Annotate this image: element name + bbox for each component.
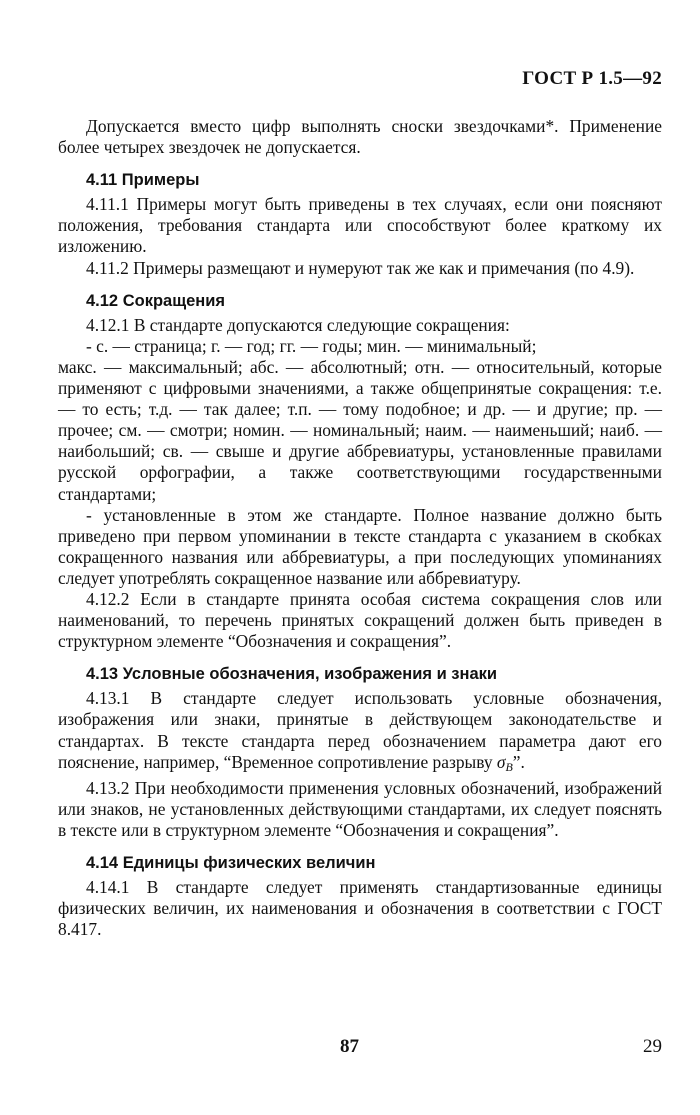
paragraph-4-12-1: 4.12.1 В стандарте допускаются следующие сокращения: [86, 314, 510, 335]
paragraph-4-12-2: 4.12.2 Если в стандарте принята особая система сокращения слов или наименований, то перечень принятых сокращений должен быть приведен в структурном элементе “Обозначения и сокращения”. [58, 588, 662, 652]
section-4-13-heading: 4.13 Условные обозначения, изображения и знаки [86, 665, 498, 684]
standard-code-header: ГОСТ Р 1.5—92 [522, 68, 662, 89]
paragraph-4-11-1: 4.11.1 Примеры могут быть приведены в тех случаях, если они поясняют положения, требования стандарта или способствуют более краткому их изложению. [58, 194, 662, 257]
page-number-center: 87 [340, 1036, 359, 1057]
abbreviation-list-item-1-line: - с. — страница; г. — год; гг. — годы; мин. — минимальный; [86, 335, 537, 356]
page-footer [58, 1036, 662, 1066]
paragraph-4-13-1-text: 4.13.1 В стандарте следует использовать условные обозначения, изображения или знаки, принятые в действующем законодательстве и стандартах. В тексте стандарта перед обозначением параметра дают его пояснение, например, “Временное сопротивление разрыву [58, 688, 662, 772]
abbreviation-list-item-1-continued: макс. — максимальный; абс. — абсолютный; отн. — относительный, которые применяют с цифровыми значениями, а также общепринятые сокращения: т.е. — то есть; т.д. — так далее; т.п. — тому подобное; и др. — и другие; пр. — прочее; см. — смотри; номин. — номинальный; наим. — наименьший; наиб. — наибольший; св. — свыше и другие аббревиатуры, установленные правилами русской орфографии, а также соответствующими государственными стандартами; [58, 356, 662, 504]
section-4-14-heading: 4.14 Единицы физических величин [86, 854, 376, 872]
paragraph-4-13-2: 4.13.2 При необходимости применения условных обозначений, изображений или знаков, не установленных действующими стандартами, их следует пояснять в тексте или в структурном элементе “Обозначения и сокращения”. [58, 777, 662, 840]
paragraph-4-14-1: 4.14.1 В стандарте следует применять стандартизованные единицы физических величин, их наименования и обозначения в соответствии с ГОСТ 8.417. [58, 877, 662, 940]
paragraph-4-13-1-end: ”. [512, 751, 525, 772]
section-4-11-heading: 4.11 Примеры [86, 171, 200, 190]
abbreviation-list-item-2: - установленные в этом же стандарте. Полное название должно быть приведено при первом упоминании в тексте стандарта с указанием в скобках сокращенного названия или аббревиатуры, а при последующих упоминаниях следует употреблять сокращенное название или аббревиатуру. [58, 504, 662, 588]
sigma-symbol: σ [496, 751, 506, 772]
intro-paragraph: Допускается вместо цифр выполнять сноски звездочками*. Применение более четырех звездочек не допускается. [58, 116, 662, 158]
paragraph-4-11-2: 4.11.2 Примеры размещают и нумеруют так же как и примечания (по 4.9). [86, 257, 635, 278]
paragraph-4-13-1 [58, 688, 662, 777]
page-number-right: 29 [643, 1036, 662, 1057]
sigma-subscript: B [505, 759, 513, 774]
document-body [58, 116, 662, 940]
section-4-12-heading: 4.12 Сокращения [86, 291, 226, 310]
document-page [58, 68, 662, 1088]
